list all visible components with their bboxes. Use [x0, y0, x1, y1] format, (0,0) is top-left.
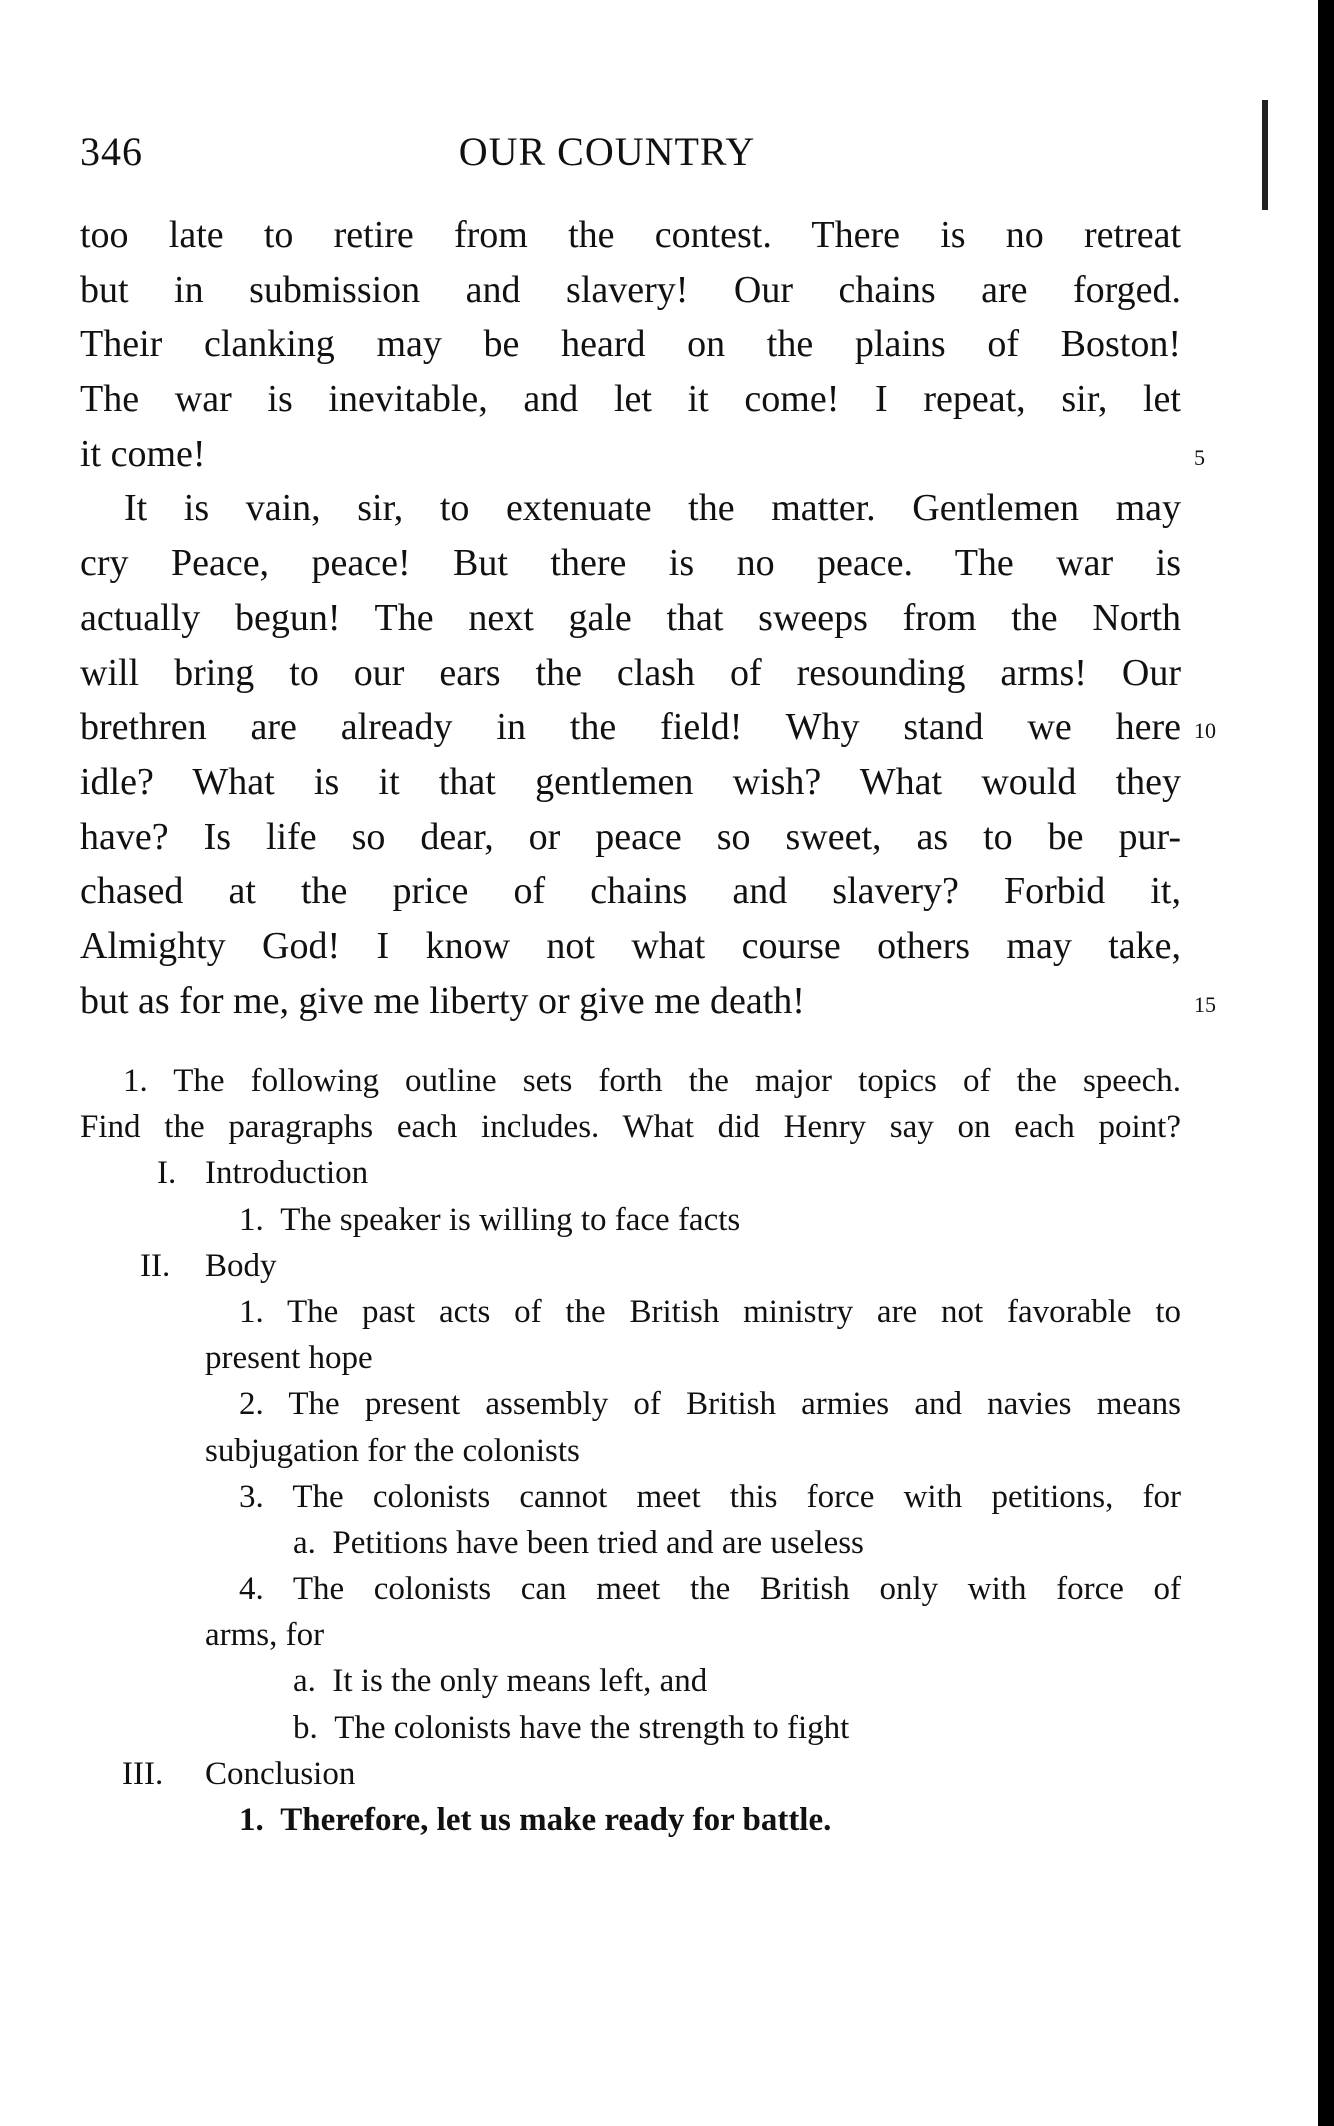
study-outline — [80, 1058, 1181, 1843]
scan-artifact — [1262, 100, 1268, 210]
line-number: 10 — [1194, 718, 1216, 744]
outline-marker: II. — [140, 1247, 171, 1284]
page-edge-shadow — [1318, 0, 1334, 2126]
outline-marker: 2. — [239, 1386, 264, 1423]
text-line-content: but as for me, give me liberty or give me death! — [80, 979, 805, 1022]
text-line — [80, 427, 1205, 482]
text-line: It is vain, sir, to extenuate the matter. Gentlemen may — [124, 487, 1181, 530]
outline-marker: a. — [293, 1663, 316, 1700]
outline-item — [80, 1797, 1181, 1843]
line-number: 5 — [1194, 444, 1205, 470]
outline-text: The colonists can meet the British only with force of — [292, 1571, 1181, 1608]
outline-item — [80, 1289, 1181, 1335]
text-line: The war is inevitable, and let it come! I repeat, sir, let — [80, 378, 1181, 421]
outline-subitem — [80, 1705, 1181, 1751]
running-title: OUR COUNTRY — [458, 129, 756, 174]
outline-intro: Find the paragraphs each includes. What did Henry say on each point? — [80, 1109, 1181, 1146]
outline-text: Therefore, let us make ready for battle. — [280, 1802, 832, 1838]
outline-item-continued: subjugation for the colonists — [205, 1432, 580, 1469]
page-number: 346 — [80, 129, 143, 174]
speech-text — [80, 208, 1216, 1028]
outline-heading — [80, 1751, 1181, 1797]
text-line: Their clanking may be heard on the plains of Boston! — [80, 323, 1181, 366]
text-line: chased at the price of chains and slavery? Forbid it, — [80, 870, 1181, 913]
outline-text: Petitions have been tried and are useless — [332, 1524, 864, 1561]
outline-marker: 1. — [239, 1293, 264, 1330]
outline-subitem — [80, 1520, 1181, 1566]
text-line: cry Peace, peace! But there is no peace. The war is — [80, 542, 1181, 585]
text-line: actually begun! The next gale that sweeps from the North — [80, 596, 1181, 639]
outline-marker: III. — [122, 1755, 164, 1792]
outline-item-continued: present hope — [205, 1340, 373, 1377]
text-line-content: it come! — [80, 432, 206, 475]
outline-marker: 1. — [239, 1201, 264, 1238]
outline-text: The colonists cannot meet this force with petitions, for — [292, 1478, 1181, 1515]
outline-text: The present assembly of British armies and navies means — [288, 1386, 1181, 1423]
outline-marker: I. — [157, 1155, 177, 1192]
line-number: 15 — [1194, 991, 1216, 1017]
outline-text: Conclusion — [205, 1755, 356, 1792]
outline-item-continued: arms, for — [205, 1617, 325, 1654]
outline-text: Introduction — [205, 1155, 369, 1192]
outline-text: It is the only means left, and — [332, 1663, 708, 1700]
outline-text: Body — [205, 1247, 277, 1284]
outline-marker: 4. — [239, 1571, 264, 1608]
outline-marker: 3. — [239, 1478, 264, 1515]
text-line — [80, 974, 1216, 1029]
outline-text: The colonists have the strength to fight — [334, 1709, 850, 1746]
text-line: have? Is life so dear, or peace so sweet, as to be pur- — [80, 815, 1181, 858]
outline-item — [80, 1474, 1181, 1520]
text-line: will bring to our ears the clash of resounding arms! Our — [80, 651, 1181, 694]
text-line — [80, 700, 1216, 755]
outline-marker: b. — [293, 1709, 318, 1746]
outline-item — [80, 1566, 1181, 1612]
outline-intro: 1. The following outline sets forth the major topics of the speech. — [123, 1063, 1181, 1099]
text-line: but in submission and slavery! Our chains are forged. — [80, 268, 1181, 311]
text-line: too late to retire from the contest. There is no retreat — [80, 214, 1181, 256]
outline-heading — [80, 1243, 1181, 1289]
text-line-content: brethren are already in the field! Why stand we here — [80, 706, 1181, 749]
outline-subitem — [80, 1658, 1181, 1704]
outline-marker: a. — [293, 1524, 316, 1561]
text-line: Almighty God! I know not what course others may take, — [80, 924, 1181, 967]
text-line: idle? What is it that gentlemen wish? What would they — [80, 760, 1181, 803]
outline-text: The past acts of the British ministry are not favorable to — [286, 1293, 1181, 1330]
outline-heading — [80, 1150, 1181, 1196]
outline-marker: 1. — [239, 1802, 264, 1838]
outline-text: The speaker is willing to face facts — [280, 1201, 741, 1238]
outline-item — [80, 1197, 1181, 1243]
outline-item — [80, 1381, 1181, 1427]
